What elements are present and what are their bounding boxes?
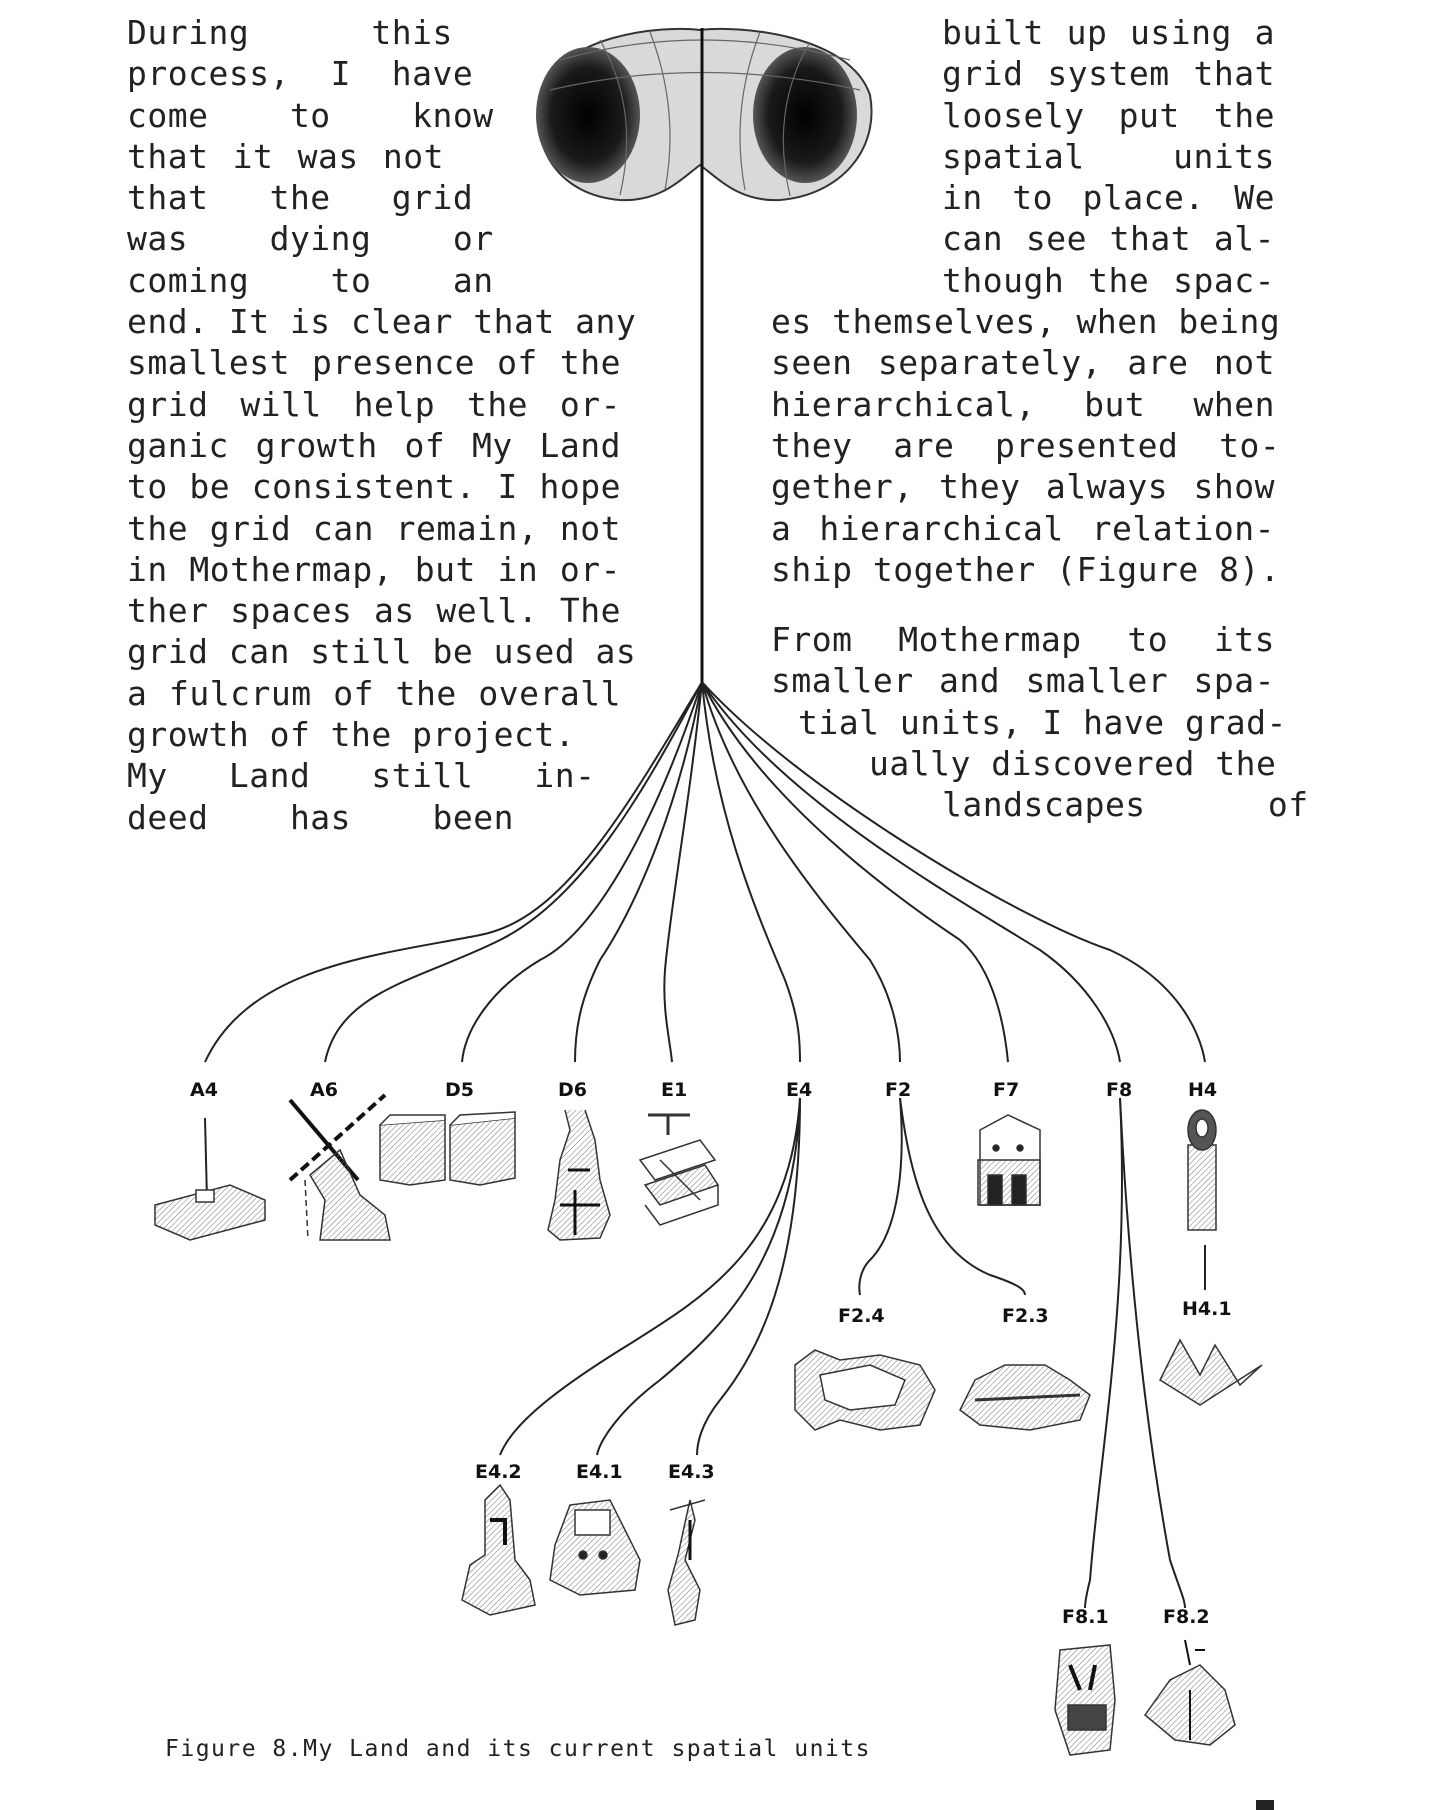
label-h4: H4 xyxy=(1188,1079,1218,1101)
text-line: though the spac- xyxy=(942,260,1275,300)
text-line: hierarchical, but when xyxy=(771,384,1275,424)
label-e4: E4 xyxy=(786,1079,813,1101)
text-line: During this xyxy=(127,13,453,52)
mothermap-torus-drawing xyxy=(536,29,872,200)
branch-a4 xyxy=(205,682,702,1062)
text-line: built up using a xyxy=(942,13,1275,52)
text-line: My Land still in- xyxy=(127,756,596,796)
label-e4-3: E4.3 xyxy=(668,1461,715,1483)
text-line: landscapes of xyxy=(942,785,1309,825)
text-line: they are presented to- xyxy=(771,425,1281,465)
branch-f2-4 xyxy=(859,1098,901,1295)
label-e4-2: E4.2 xyxy=(475,1461,522,1483)
label-d6: D6 xyxy=(558,1079,587,1101)
e4-3-sketch xyxy=(668,1500,705,1625)
branch-f8-1 xyxy=(1085,1098,1122,1608)
text-line: seen separately, are not xyxy=(771,343,1275,383)
branch-e4-3 xyxy=(697,1098,800,1455)
text-line: smaller and smaller spa- xyxy=(771,661,1275,701)
label-f8: F8 xyxy=(1106,1079,1133,1101)
a4-sketch xyxy=(155,1118,265,1240)
text-line: gether, they always show xyxy=(771,467,1275,507)
branch-e4-2 xyxy=(500,1098,800,1455)
label-f2-4: F2.4 xyxy=(838,1305,885,1327)
text-line: grid can still be used as xyxy=(127,632,637,672)
text-line: loosely put the xyxy=(942,95,1275,135)
e4-1-sketch xyxy=(550,1500,640,1595)
page-number-mark xyxy=(1256,1800,1274,1810)
text-line: coming to an xyxy=(127,260,494,300)
f8-2-sketch xyxy=(1145,1640,1235,1745)
text-line: ther spaces as well. The xyxy=(127,591,621,631)
text-line: ually discovered the xyxy=(869,743,1277,783)
f2-3-sketch xyxy=(960,1365,1090,1430)
text-line: to be consistent. I hope xyxy=(127,467,621,507)
label-f2-3: F2.3 xyxy=(1002,1305,1049,1327)
figure-caption: Figure 8.My Land and its current spatial units xyxy=(165,1736,871,1762)
text-line: spatial units xyxy=(942,136,1275,176)
label-f8-2: F8.2 xyxy=(1163,1606,1210,1628)
text-line: come to know xyxy=(127,95,494,135)
label-d5: D5 xyxy=(445,1079,474,1101)
text-line: ship together (Figure 8). xyxy=(771,549,1281,589)
label-f7: F7 xyxy=(993,1079,1020,1101)
d5-sketch xyxy=(380,1112,515,1185)
text-line: that it was not xyxy=(127,136,444,176)
text-line: the grid can remain, not xyxy=(127,508,621,548)
e1-sketch xyxy=(640,1115,718,1225)
text-line: can see that al- xyxy=(942,219,1275,259)
branch-e4 xyxy=(702,682,800,1062)
text-line: a fulcrum of the overall xyxy=(127,673,621,713)
branch-f2 xyxy=(702,682,900,1062)
text-line: From Mothermap to its xyxy=(771,620,1275,659)
f7-sketch xyxy=(978,1115,1040,1205)
text-line: grid system that xyxy=(942,54,1275,94)
a6-sketch xyxy=(290,1095,390,1240)
label-a6: A6 xyxy=(310,1079,338,1101)
text-line: es themselves, when being xyxy=(771,302,1281,342)
text-line: ganic growth of My Land xyxy=(127,425,621,465)
text-line: end. It is clear that any xyxy=(127,302,637,342)
label-f8-1: F8.1 xyxy=(1062,1606,1109,1628)
h4-1-sketch xyxy=(1160,1340,1262,1405)
text-line: in to place. We xyxy=(942,178,1275,218)
text-line: grid will help the or- xyxy=(127,384,621,424)
f2-4-sketch xyxy=(795,1350,935,1430)
e4-2-sketch xyxy=(462,1485,535,1615)
label-h4-1: H4.1 xyxy=(1182,1298,1232,1320)
text-line: a hierarchical relation- xyxy=(771,508,1275,548)
text-line: process, I have xyxy=(127,54,474,94)
text-line: was dying or xyxy=(127,219,494,259)
text-line: tial units, I have grad- xyxy=(798,702,1287,742)
label-e4-1: E4.1 xyxy=(576,1461,623,1483)
label-e1: E1 xyxy=(661,1079,688,1101)
label-f2: F2 xyxy=(885,1079,912,1101)
branch-h4 xyxy=(702,682,1205,1062)
text-line: that the grid xyxy=(127,178,474,218)
f8-1-sketch xyxy=(1055,1645,1115,1755)
label-a4: A4 xyxy=(190,1079,218,1101)
h4-sketch xyxy=(1188,1110,1216,1230)
text-line: in Mothermap, but in or- xyxy=(127,549,621,589)
text-line: smallest presence of the xyxy=(127,343,621,383)
text-line: growth of the project. xyxy=(127,715,576,755)
text-line: deed has been xyxy=(127,797,514,837)
branch-f8 xyxy=(702,682,1120,1062)
d6-sketch xyxy=(548,1110,610,1240)
unit-illustrations xyxy=(155,1095,1262,1755)
